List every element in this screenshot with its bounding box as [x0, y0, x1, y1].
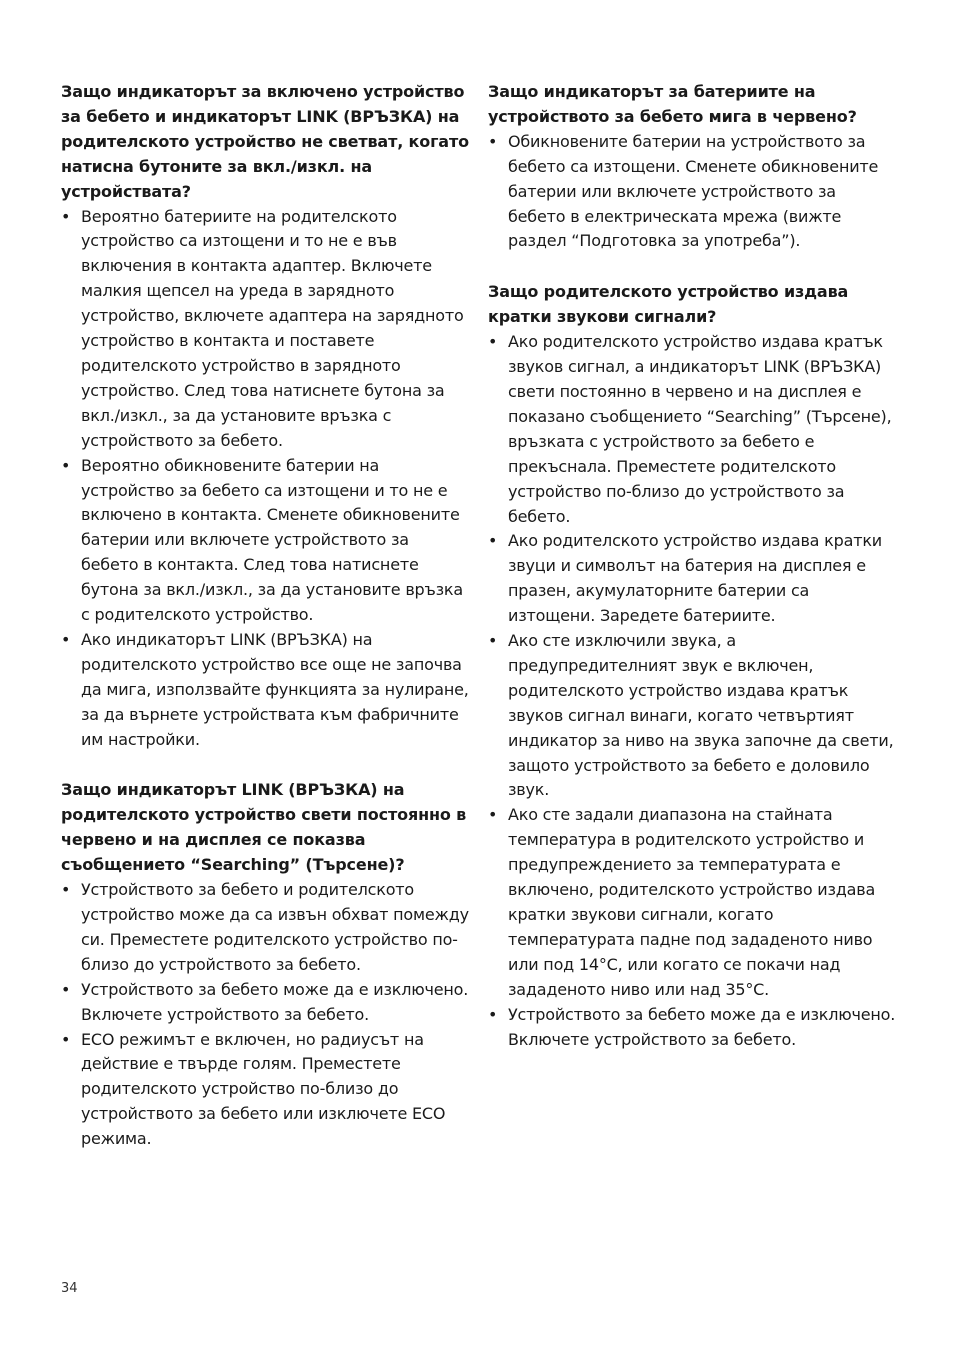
faq-answer-item [61, 205, 471, 454]
faq-answer-text: Устройството за бебето и родителското устройство може да са извън обхват помежду си. Преместете родителското устройство по-близо до устройството за бебето. [81, 880, 469, 974]
page-number: 34 [61, 1281, 78, 1296]
faq-section [61, 778, 471, 1152]
faq-answer-item [488, 803, 898, 1002]
faq-answer-text: Устройството за бебето може да е изключено. Включете устройството за бебето. [508, 1004, 896, 1049]
faq-answer-item [61, 454, 471, 628]
faq-answer-text: Вероятно обикновените батерии на устройство за бебето са изтощени и то не е включено в контакта. Сменете обикновените батерии или включете устройството за бебето в контакта. След това натиснете бутона за вкл./изкл., за да установите връзка с родителското устройство. [81, 455, 463, 625]
faq-answer-list [61, 878, 471, 1152]
faq-answer-item [61, 1028, 471, 1153]
faq-answer-item [61, 878, 471, 978]
faq-question: Защо индикаторът LINK (ВРЪЗКА) на родителското устройство свети постоянно в червено и на дисплея се показва съобщението “Searching” (Търсене)? [61, 780, 467, 875]
faq-answer-text: Ако родителското устройство издава кратък звуков сигнал, а индикаторът LINK (ВРЪЗКА) свети постоянно в червено и на дисплея е показано съобщението “Searching” (Търсене), връзката с устройството за бебето е прекъснала. Преместете родителското устройство по-близо до устройството за бебето. [508, 332, 892, 526]
faq-answer-text: Вероятно батериите на родителското устройство са изтощени и то не е във включения в контакта адаптер. Включете малкия щепсел на уреда в зарядното устройство, включете адаптера на зарядното устройство в контакта и поставете родителското устройство в зарядното устройство. След това натиснете бутона за вкл./изкл., за да установите връзка с устройството за бебето. [81, 206, 464, 450]
bullet-icon: • [488, 131, 498, 151]
faq-answer-item [61, 978, 471, 1028]
faq-answer-text: Ако сте задали диапазона на стайната температура в родителското устройство и предупреждението за температурата е включено, родителското устройство издава кратки звукови сигнали, когато температурата падне под зададеното ниво или под 14°C, или когато се покачи над зададеното ниво или над 35°C. [508, 805, 876, 999]
faq-answer-text: ECO режимът е включен, но радиусът на действие е твърде голям. Преместете родителското устройство по-близо до устройството за бебето или изключете ECO режима. [81, 1029, 446, 1149]
bullet-icon: • [488, 531, 498, 551]
faq-section [488, 280, 898, 1052]
faq-answer-text: Обикновените батерии на устройството за бебето са изтощени. Сменете обикновените батерии или включете устройството за бебето в електрическата мрежа (вижте раздел “Подготовка за употреба”). [508, 131, 879, 251]
left-column [61, 80, 471, 1178]
faq-section [61, 80, 471, 752]
faq-answer-item [61, 628, 471, 753]
bullet-icon: • [61, 979, 71, 999]
bullet-icon: • [61, 880, 71, 900]
bullet-icon: • [61, 1029, 71, 1049]
faq-answer-item [488, 629, 898, 803]
faq-answer-item [488, 130, 898, 255]
faq-answer-item [488, 330, 898, 529]
faq-answer-item [488, 1003, 898, 1053]
faq-answer-text: Ако индикаторът LINK (ВРЪЗКА) на родителското устройство все още не започва да мига, използвайте функцията за нулиране, за да върнете устройствата към фабричните им настройки. [81, 629, 469, 749]
faq-section [488, 80, 898, 254]
bullet-icon: • [488, 332, 498, 352]
bullet-icon: • [61, 206, 71, 226]
faq-answer-list [488, 130, 898, 255]
bullet-icon: • [61, 455, 71, 475]
bullet-icon: • [488, 1004, 498, 1024]
bullet-icon: • [488, 805, 498, 825]
bullet-icon: • [488, 631, 498, 651]
right-column [488, 80, 898, 1078]
faq-answer-item [488, 529, 898, 629]
faq-question: Защо родителското устройство издава кратки звукови сигнали? [488, 282, 849, 327]
faq-answer-text: Ако родителското устройство издава кратки звуци и символът на батерия на дисплея е празен, акумулаторните батерии са изтощени. Заредете батериите. [508, 531, 882, 626]
faq-question: Защо индикаторът за батериите на устройството за бебето мига в червено? [488, 82, 857, 126]
faq-answer-list [61, 205, 471, 753]
faq-answer-text: Ако сте изключили звука, а предупредителният звук е включен, родителското устройство издава кратък звуков сигнал винаги, когато четвъртият индикатор за ниво на звука започне да свети, защото устройството за бебето е доловило звук. [508, 631, 894, 800]
faq-answer-text: Устройството за бебето може да е изключено. Включете устройството за бебето. [81, 979, 469, 1024]
faq-question: Защо индикаторът за включено устройство за бебето и индикаторът LINK (ВРЪЗКА) на родителското устройство не светват, когато натисна бутоните за вкл./изкл. на устройствата? [61, 82, 469, 201]
bullet-icon: • [61, 629, 71, 649]
faq-answer-list [488, 330, 898, 1052]
